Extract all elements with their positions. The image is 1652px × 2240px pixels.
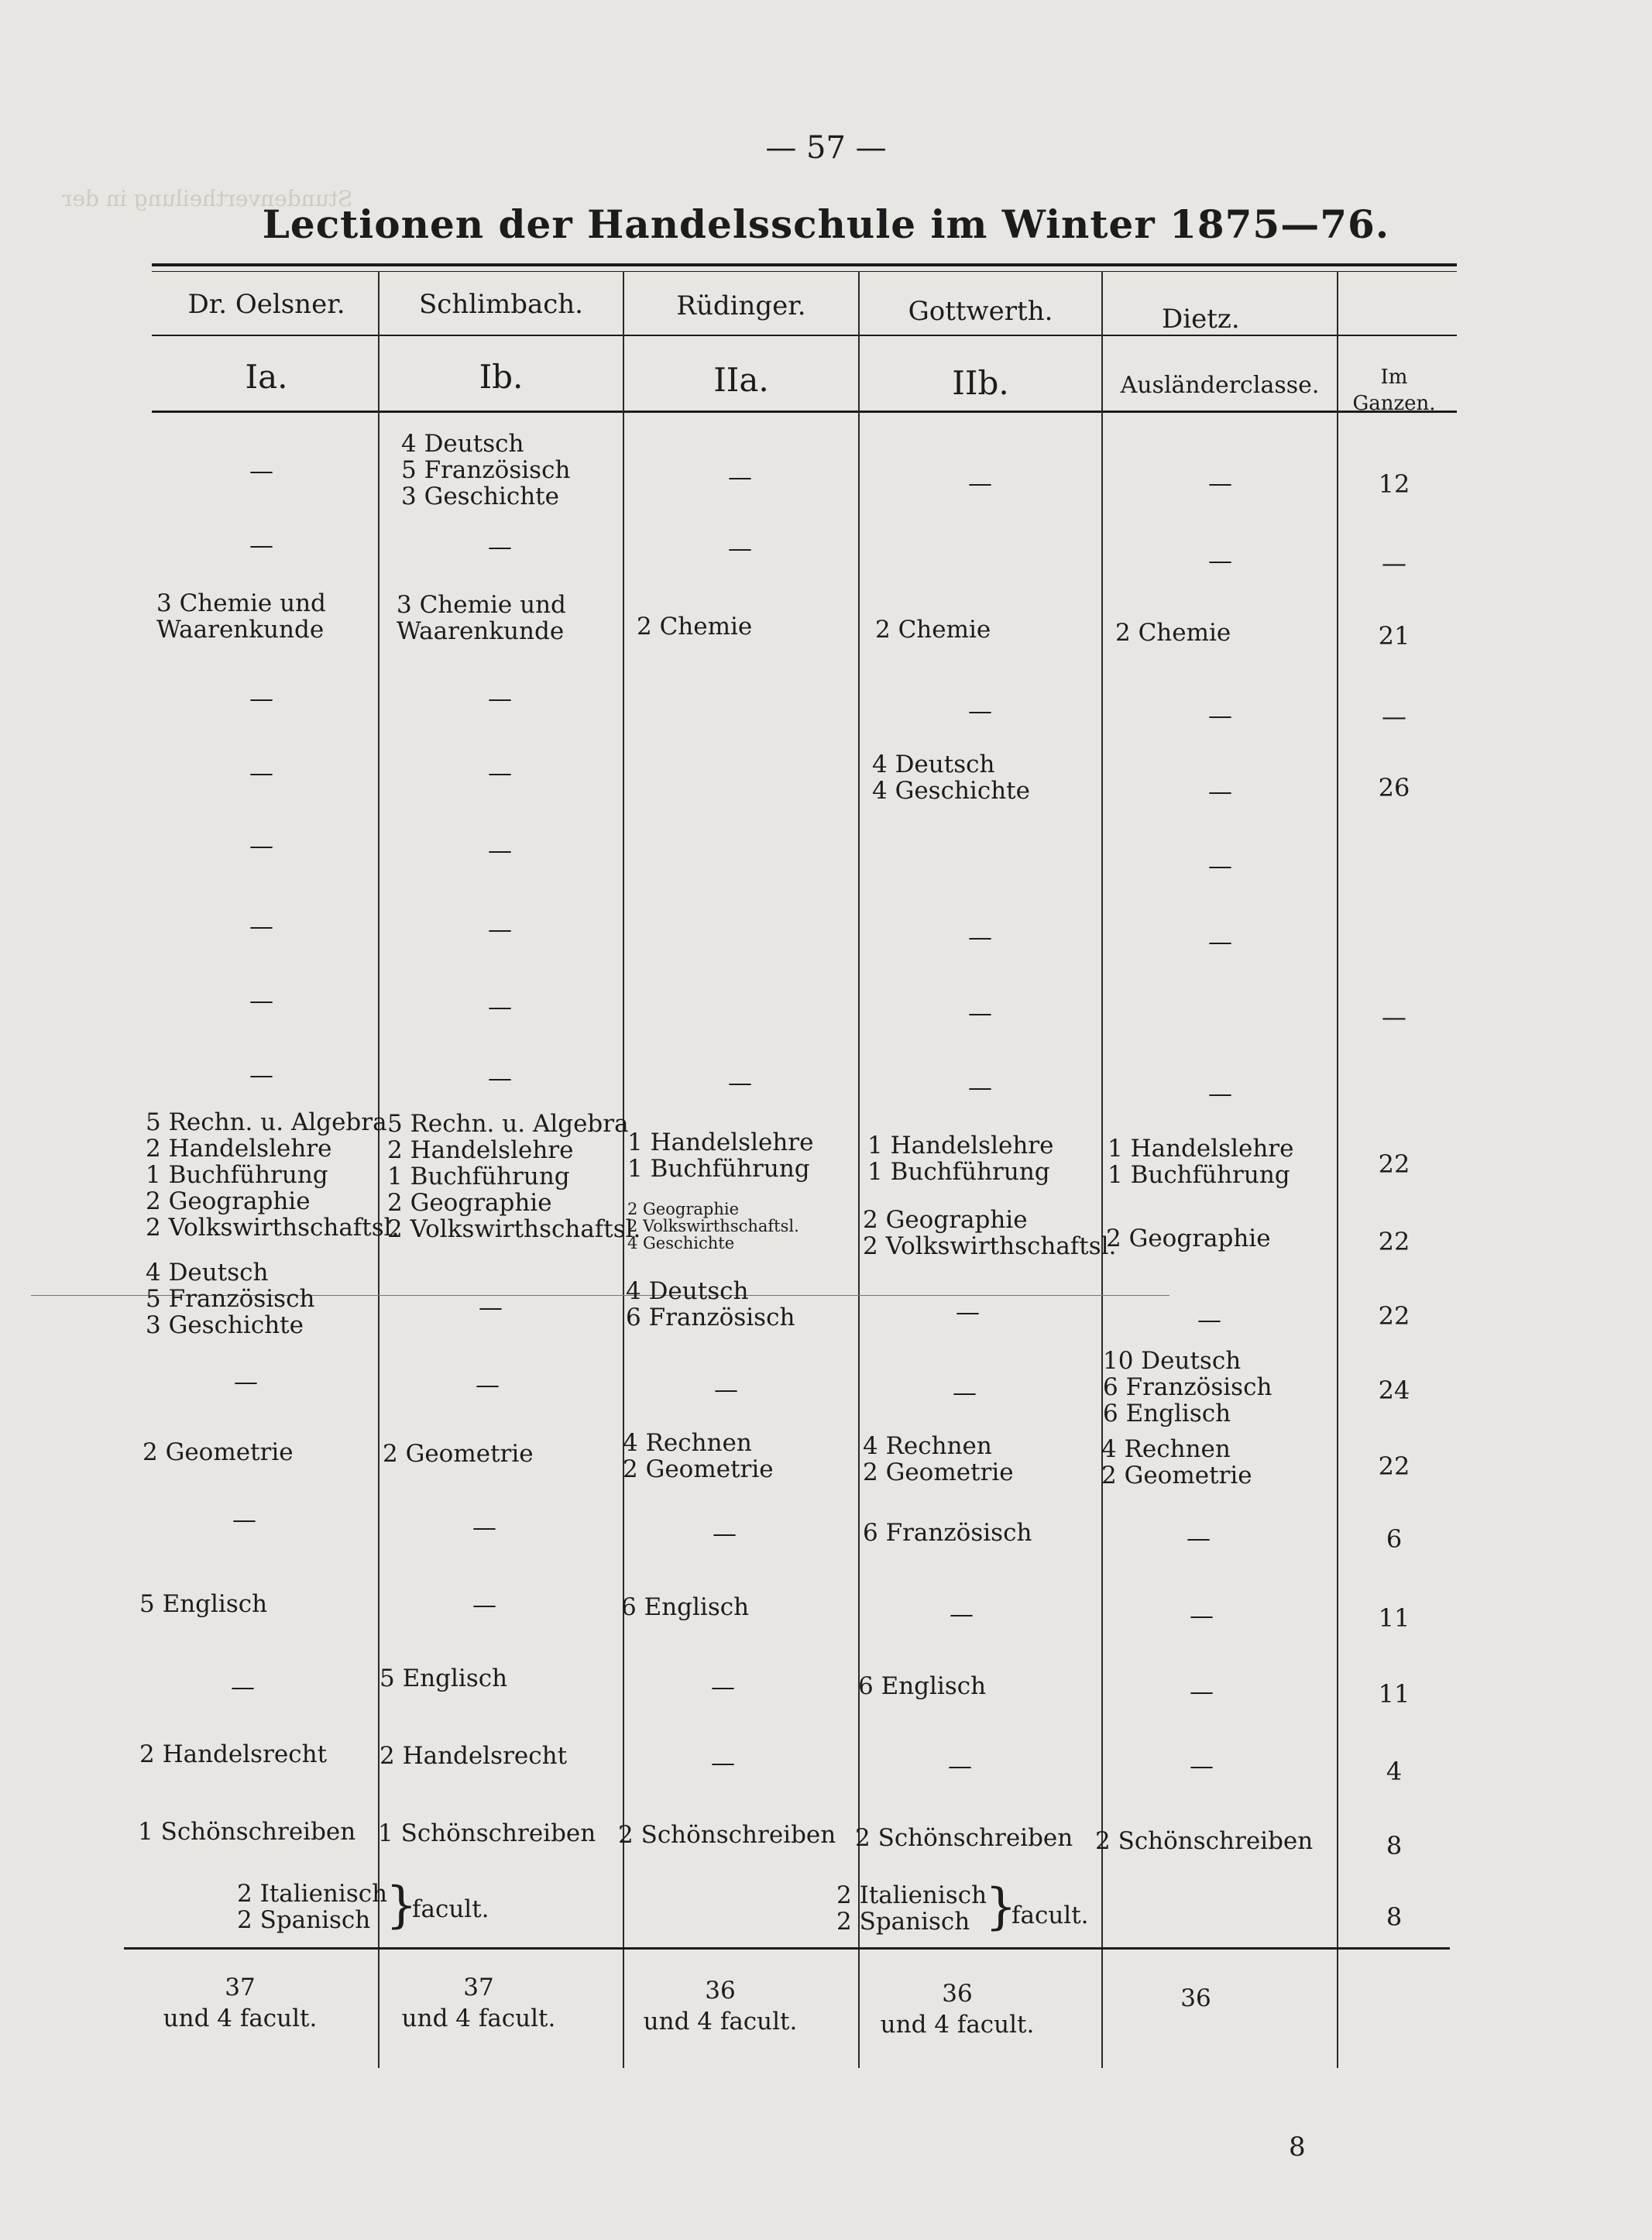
cell: — (249, 832, 273, 860)
row-total: 21 (1378, 621, 1410, 651)
class-header: Ib. (479, 358, 524, 396)
cell: — (711, 1749, 735, 1777)
cell: 6 Französisch (863, 1519, 1032, 1547)
teacher-row-rule (152, 335, 1457, 336)
column-separator-3 (858, 271, 860, 2068)
row-total: — (1382, 702, 1406, 731)
cell: — (488, 533, 512, 561)
column-separator-5 (1337, 271, 1338, 2068)
cell: 6 Englisch (621, 1593, 750, 1621)
cell: 2 Chemie (1115, 619, 1231, 647)
cell: — (488, 759, 512, 787)
cell: — (1208, 469, 1232, 497)
cell: — (488, 916, 512, 943)
cell: 2 Schönschreiben (618, 1821, 836, 1849)
cell: 1 Handelslehre 1 Buchführung (867, 1132, 1054, 1186)
row-total: 22 (1378, 1227, 1410, 1256)
cell: 3 Chemie und Waarenkunde (156, 589, 326, 644)
cell: — (488, 993, 512, 1021)
cell: — (728, 534, 752, 562)
cell: — (950, 1600, 974, 1628)
row-total: 4 (1386, 1757, 1403, 1786)
cell: — (948, 1752, 972, 1780)
cell: 2 Geographie 2 Volkswirthschaftsl. 4 Geschichte (627, 1200, 799, 1252)
column-separator-4 (1101, 271, 1103, 2068)
cell: — (488, 685, 512, 713)
row-total: — (1382, 1002, 1406, 1032)
brace: } (985, 1878, 1017, 1936)
cell: — (249, 987, 273, 1015)
cell: — (488, 1064, 512, 1092)
cell: 4 Rechnen 2 Geometrie (623, 1429, 774, 1483)
cell: 5 Rechn. u. Algebra 2 Handelslehre 1 Buchführung 2 Geographie 2 Volkswirthschaftsl. (387, 1110, 641, 1243)
class-header: IIa. (713, 361, 769, 399)
facultative-label: facult. (412, 1895, 489, 1923)
cell: — (728, 463, 752, 491)
class-header: Ausländerclasse. (1120, 372, 1320, 399)
page-number: — 57 — (765, 130, 887, 166)
cell: — (231, 1673, 255, 1701)
header-rule-bottom (152, 411, 1457, 413)
footer-number: 8 (1289, 2132, 1306, 2163)
cell: — (968, 1074, 992, 1101)
column-total: 36 (1180, 1984, 1211, 2012)
total-header: Im Ganzen. (1352, 366, 1436, 415)
cell: 2 Geographie (1106, 1225, 1271, 1252)
cell: 1 Schönschreiben (378, 1819, 596, 1847)
class-header: Ia. (245, 358, 288, 396)
cell: — (1208, 1080, 1232, 1108)
totals-rule (124, 1947, 1450, 1950)
row-total: 22 (1378, 1452, 1410, 1481)
teacher-name: Gottwerth. (908, 296, 1053, 327)
cell: — (249, 912, 273, 940)
cell: — (968, 469, 992, 497)
column-total: 37 und 4 facult. (163, 1974, 318, 2032)
cell: — (479, 1293, 503, 1321)
cell: — (249, 685, 273, 713)
cell: 5 Rechn. u. Algebra 2 Handelslehre 1 Buchführung 2 Geographie 2 Volkswirthschaftsl. (146, 1108, 400, 1242)
column-total: 36 und 4 facult. (880, 1980, 1035, 2039)
cell: 4 Rechnen 2 Geometrie (863, 1432, 1014, 1486)
cell: — (249, 457, 273, 485)
cell: — (249, 1061, 273, 1089)
row-total: 12 (1378, 469, 1410, 499)
cell: 4 Deutsch 5 Französisch 3 Geschichte (146, 1259, 315, 1339)
cell: — (232, 1506, 256, 1534)
cell: 2 Chemie (637, 613, 753, 641)
cell: 10 Deutsch 6 Französisch 6 Englisch (1103, 1347, 1272, 1427)
row-total: 8 (1386, 1902, 1403, 1932)
row-total: — (1382, 548, 1406, 578)
header-rule-top (152, 263, 1457, 266)
column-total: 36 und 4 facult. (643, 1977, 798, 2036)
cell: — (488, 837, 512, 864)
cell: 4 Rechnen 2 Geometrie (1101, 1435, 1252, 1489)
teacher-name: Rüdinger. (676, 290, 806, 321)
bleed-through-text: Stundenvertheilung in der (62, 186, 353, 211)
row-total: 22 (1378, 1301, 1410, 1331)
cell: 5 Englisch (139, 1590, 268, 1618)
teacher-name: Dietz. (1162, 304, 1240, 335)
cell: 2 Schönschreiben (1095, 1827, 1314, 1855)
cell: 2 Chemie (875, 616, 991, 644)
cell: — (472, 1513, 496, 1541)
cell: — (956, 1298, 980, 1326)
cell: 4 Deutsch 5 Französisch 3 Geschichte (401, 430, 571, 510)
cell: 2 Schönschreiben (855, 1824, 1073, 1852)
cell: 6 Englisch (858, 1672, 987, 1700)
row-total: 11 (1378, 1679, 1410, 1709)
cell: — (1208, 928, 1232, 956)
brace: } (386, 1877, 417, 1934)
cell: — (472, 1591, 496, 1619)
cell: 2 Geographie 2 Volkswirthschaftsl. (863, 1206, 1117, 1260)
cell: — (234, 1368, 258, 1396)
facultative-label: facult. (1011, 1902, 1089, 1929)
cell: 1 Handelslehre 1 Buchführung (1108, 1135, 1294, 1189)
cell: — (1190, 1752, 1214, 1780)
cell: — (968, 923, 992, 951)
row-total: 8 (1386, 1831, 1403, 1860)
cell: — (249, 531, 273, 559)
cell: 5 Englisch (380, 1665, 508, 1692)
row-total: 26 (1378, 773, 1410, 802)
cell: — (476, 1371, 500, 1399)
cell: 2 Handelsrecht (139, 1740, 328, 1768)
cell: 3 Chemie und Waarenkunde (397, 591, 566, 645)
cell: — (1208, 852, 1232, 880)
cell: — (953, 1379, 977, 1407)
cell: — (714, 1376, 738, 1403)
cell: — (1208, 547, 1232, 575)
cell: — (711, 1673, 735, 1701)
cell: — (1208, 702, 1232, 730)
cell: — (249, 759, 273, 787)
cell: — (1187, 1524, 1211, 1552)
cell: — (1208, 778, 1232, 806)
cell: 2 Geometrie (383, 1440, 534, 1468)
cell: — (968, 999, 992, 1027)
teacher-name: Schlimbach. (418, 289, 583, 320)
header-rule-top-thin (152, 271, 1457, 272)
class-header: IIb. (952, 364, 1009, 402)
column-total: 37 und 4 facult. (401, 1974, 556, 2032)
cell: 4 Deutsch 4 Geschichte (872, 751, 1030, 805)
facultative-left: 2 Italienisch 2 Spanisch (237, 1880, 388, 1934)
facultative-right: 2 Italienisch 2 Spanisch (836, 1881, 987, 1936)
row-total: 24 (1378, 1376, 1410, 1405)
cell: 1 Schönschreiben (138, 1818, 356, 1846)
cell: — (1197, 1306, 1221, 1334)
cell: 1 Handelslehre 1 Buchführung (627, 1129, 814, 1183)
teacher-name: Dr. Oelsner. (187, 289, 345, 320)
cell: — (968, 697, 992, 725)
page-title: Lectionen der Handelsschule im Winter 1875—76. (262, 201, 1390, 247)
row-total: 11 (1378, 1603, 1410, 1633)
cell: — (1190, 1678, 1214, 1706)
cell: 4 Deutsch 6 Französisch (626, 1277, 795, 1331)
row-total: 6 (1386, 1524, 1403, 1554)
cell: 2 Geometrie (143, 1438, 294, 1466)
cell: 2 Handelsrecht (380, 1742, 568, 1770)
cell: — (728, 1069, 752, 1097)
cell: — (713, 1520, 737, 1548)
cell: — (1190, 1602, 1214, 1630)
row-total: 22 (1378, 1149, 1410, 1179)
